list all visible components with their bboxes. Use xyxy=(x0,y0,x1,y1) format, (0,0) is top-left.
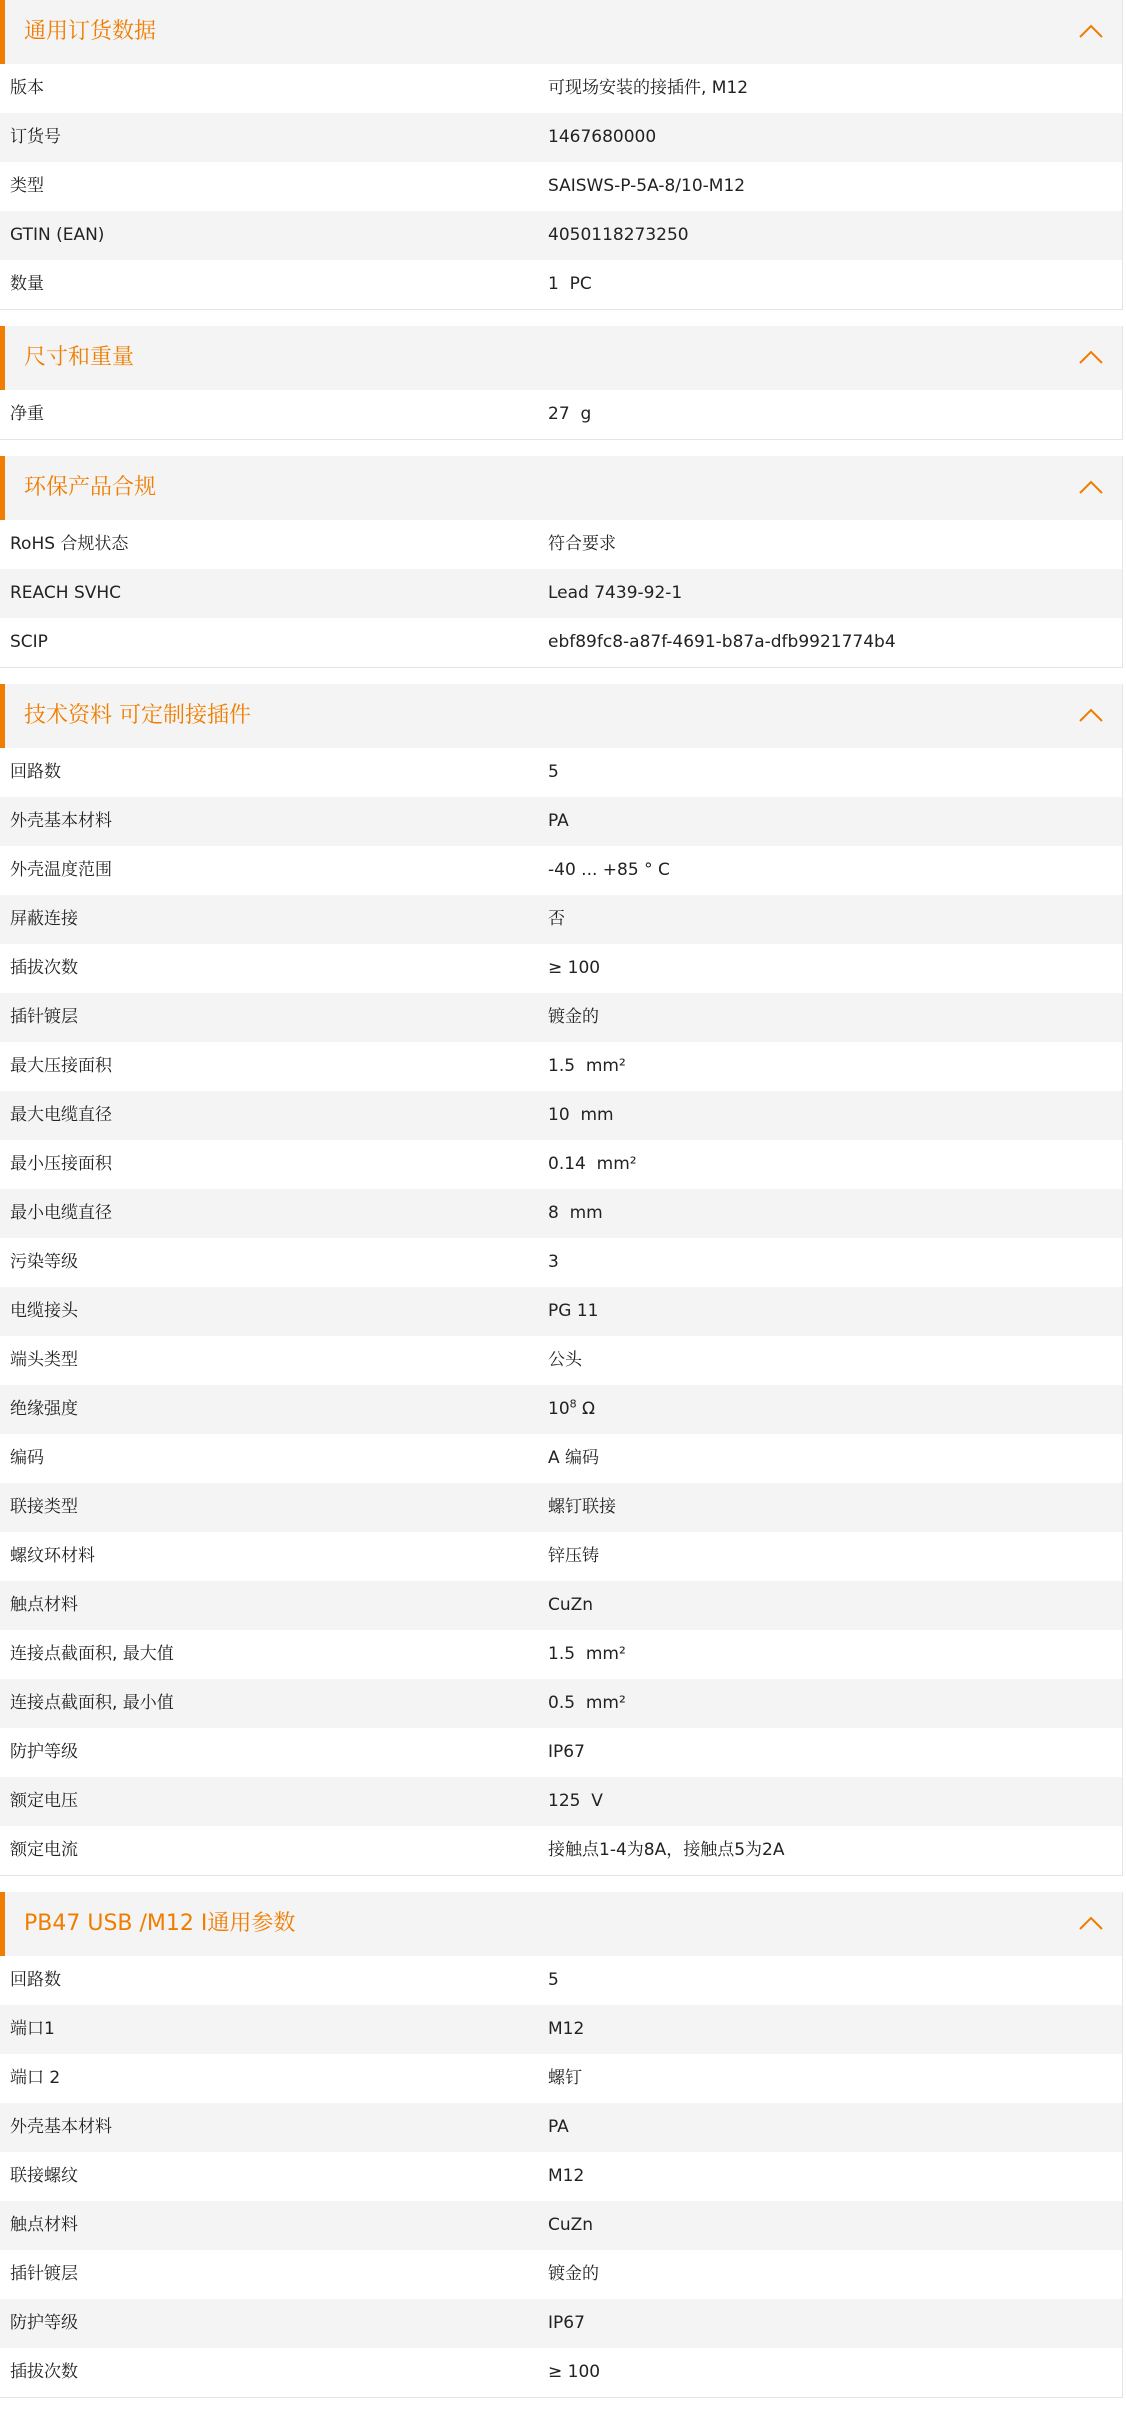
spec-value: M12 xyxy=(548,2166,585,2186)
spec-row xyxy=(0,1728,1122,1777)
spec-value: 镀金的 xyxy=(548,2264,599,2284)
spec-value: -40 ... +85 ° C xyxy=(548,860,670,880)
spec-value: Lead 7439-92-1 xyxy=(548,583,683,603)
spec-value: CuZn xyxy=(548,2215,594,2235)
spec-value: 接触点1-4为8A，接触点5为2A xyxy=(548,1840,785,1860)
spec-label: REACH SVHC xyxy=(10,583,122,603)
section-title: 通用订货数据 xyxy=(24,19,157,44)
section-gap xyxy=(0,668,1123,684)
section-header[interactable] xyxy=(0,456,1122,520)
spec-row xyxy=(0,569,1122,618)
spec-value: 5 xyxy=(548,762,559,782)
spec-row xyxy=(0,846,1122,895)
spec-label: 联接类型 xyxy=(10,1497,78,1517)
spec-label: 电缆接头 xyxy=(10,1301,78,1321)
spec-row xyxy=(0,1630,1122,1679)
spec-value: 10 mm xyxy=(548,1105,614,1125)
spec-row xyxy=(0,390,1122,439)
spec-value: 1.5 mm² xyxy=(548,1056,626,1076)
spec-value: A 编码 xyxy=(548,1448,600,1468)
section-title: 环保产品合规 xyxy=(24,475,157,500)
spec-label: 最小压接面积 xyxy=(10,1154,112,1174)
spec-value: 0.14 mm² xyxy=(548,1154,637,1174)
spec-value: ebf89fc8-a87f-4691-b87a-dfb9921774b4 xyxy=(548,632,896,652)
spec-row xyxy=(0,211,1122,260)
section-header[interactable] xyxy=(0,0,1122,64)
spec-row xyxy=(0,944,1122,993)
spec-value: 公头 xyxy=(548,1350,582,1370)
spec-label: 端头类型 xyxy=(10,1350,78,1370)
section-header[interactable] xyxy=(0,684,1122,748)
spec-row xyxy=(0,113,1122,162)
spec-label: 订货号 xyxy=(10,127,61,147)
spec-value: IP67 xyxy=(548,1742,585,1762)
spec-section xyxy=(0,0,1123,310)
spec-row xyxy=(0,1238,1122,1287)
spec-value-exponent: 8 xyxy=(569,1397,577,1411)
spec-row xyxy=(0,2299,1122,2348)
spec-row xyxy=(0,520,1122,569)
spec-row xyxy=(0,1336,1122,1385)
spec-label: 连接点截面积, 最大值 xyxy=(10,1644,174,1664)
spec-value: 否 xyxy=(548,909,565,929)
spec-row xyxy=(0,64,1122,113)
spec-label: 净重 xyxy=(10,404,44,424)
spec-value: ≥ 100 xyxy=(548,2362,601,2382)
spec-row xyxy=(0,1956,1122,2005)
spec-row xyxy=(0,2103,1122,2152)
spec-label: 端口1 xyxy=(10,2019,55,2039)
spec-row xyxy=(0,1042,1122,1091)
spec-label: 版本 xyxy=(10,78,44,98)
spec-value: 8 mm xyxy=(548,1203,603,1223)
spec-row xyxy=(0,1581,1122,1630)
spec-row xyxy=(0,1140,1122,1189)
chevron-up-icon[interactable] xyxy=(1078,706,1104,724)
spec-value: 1467680000 xyxy=(548,127,657,147)
spec-row xyxy=(0,1679,1122,1728)
spec-label: 回路数 xyxy=(10,762,61,782)
spec-label: 屏蔽连接 xyxy=(10,909,78,929)
spec-value xyxy=(548,1385,595,1434)
chevron-up-icon[interactable] xyxy=(1078,22,1104,40)
spec-label: GTIN (EAN) xyxy=(10,225,105,245)
spec-row xyxy=(0,1189,1122,1238)
spec-row xyxy=(0,2005,1122,2054)
spec-label: 额定电压 xyxy=(10,1791,78,1811)
section-title: 尺寸和重量 xyxy=(24,345,135,370)
spec-row xyxy=(0,1091,1122,1140)
spec-value: 5 xyxy=(548,1970,559,1990)
spec-row xyxy=(0,618,1122,667)
spec-row xyxy=(0,162,1122,211)
spec-value: 螺钉 xyxy=(548,2068,582,2088)
section-gap xyxy=(0,440,1123,456)
spec-row xyxy=(0,2348,1122,2397)
spec-row xyxy=(0,895,1122,944)
spec-row xyxy=(0,2250,1122,2299)
chevron-up-icon[interactable] xyxy=(1078,478,1104,496)
spec-row xyxy=(0,1434,1122,1483)
spec-value: PA xyxy=(548,2117,569,2137)
spec-value: ≥ 100 xyxy=(548,958,601,978)
spec-row xyxy=(0,1385,1122,1434)
spec-row xyxy=(0,797,1122,846)
spec-label: 最大压接面积 xyxy=(10,1056,112,1076)
spec-label: 类型 xyxy=(10,176,44,196)
spec-label: 触点材料 xyxy=(10,1595,78,1615)
spec-label: 回路数 xyxy=(10,1970,61,1990)
section-header[interactable] xyxy=(0,326,1122,390)
spec-label: SCIP xyxy=(10,632,48,652)
spec-label: 绝缘强度 xyxy=(10,1399,78,1419)
spec-value: 可现场安装的接插件, M12 xyxy=(548,78,749,98)
spec-label: RoHS 合规状态 xyxy=(10,534,129,554)
spec-row xyxy=(0,2054,1122,2103)
spec-label: 插针镀层 xyxy=(10,1007,78,1027)
section-title: PB47 USB /M12 I通用参数 xyxy=(24,1911,296,1936)
chevron-up-icon[interactable] xyxy=(1078,1914,1104,1932)
section-title: 技术资料 可定制接插件 xyxy=(24,703,251,728)
spec-row xyxy=(0,748,1122,797)
spec-label: 外壳基本材料 xyxy=(10,811,112,831)
section-gap xyxy=(0,310,1123,326)
spec-value: CuZn xyxy=(548,1595,594,1615)
spec-value: 锌压铸 xyxy=(548,1546,599,1566)
spec-label: 最小电缆直径 xyxy=(10,1203,112,1223)
spec-label: 外壳温度范围 xyxy=(10,860,112,880)
spec-label: 外壳基本材料 xyxy=(10,2117,112,2137)
spec-value: 125 V xyxy=(548,1791,603,1811)
spec-label: 螺纹环材料 xyxy=(10,1546,95,1566)
spec-value: 1.5 mm² xyxy=(548,1644,626,1664)
spec-row xyxy=(0,260,1122,309)
spec-value: 3 xyxy=(548,1252,559,1272)
chevron-up-icon[interactable] xyxy=(1078,348,1104,366)
spec-section xyxy=(0,326,1123,440)
spec-label: 编码 xyxy=(10,1448,44,1468)
spec-row xyxy=(0,1532,1122,1581)
spec-row xyxy=(0,993,1122,1042)
spec-section xyxy=(0,456,1123,668)
spec-label: 连接点截面积, 最小值 xyxy=(10,1693,174,1713)
spec-label: 端口 2 xyxy=(10,2068,61,2088)
spec-label: 最大电缆直径 xyxy=(10,1105,112,1125)
spec-value: 1 PC xyxy=(548,274,592,294)
spec-value: SAISWS-P-5A-8/10-M12 xyxy=(548,176,746,196)
spec-value: 0.5 mm² xyxy=(548,1693,626,1713)
spec-label: 防护等级 xyxy=(10,2313,78,2333)
spec-value-unit: Ω xyxy=(576,1399,596,1419)
spec-label: 联接螺纹 xyxy=(10,2166,78,2186)
spec-row xyxy=(0,2152,1122,2201)
spec-label: 数量 xyxy=(10,274,44,294)
spec-label: 防护等级 xyxy=(10,1742,78,1762)
spec-row xyxy=(0,1777,1122,1826)
spec-value: 符合要求 xyxy=(548,534,616,554)
spec-section xyxy=(0,1892,1123,2398)
spec-value: 27 g xyxy=(548,404,592,424)
spec-row xyxy=(0,2201,1122,2250)
spec-label: 污染等级 xyxy=(10,1252,78,1272)
spec-value: PA xyxy=(548,811,569,831)
spec-value: PG 11 xyxy=(548,1301,599,1321)
spec-value: M12 xyxy=(548,2019,585,2039)
spec-label: 插拔次数 xyxy=(10,2362,78,2382)
spec-label: 插拔次数 xyxy=(10,958,78,978)
spec-row xyxy=(0,1826,1122,1875)
section-header[interactable] xyxy=(0,1892,1122,1956)
spec-value: 镀金的 xyxy=(548,1007,599,1027)
spec-label: 额定电流 xyxy=(10,1840,78,1860)
spec-value: 螺钉联接 xyxy=(548,1497,616,1517)
spec-value: IP67 xyxy=(548,2313,585,2333)
spec-value: 4050118273250 xyxy=(548,225,689,245)
spec-label: 插针镀层 xyxy=(10,2264,78,2284)
spec-label: 触点材料 xyxy=(10,2215,78,2235)
spec-section xyxy=(0,684,1123,1876)
spec-row xyxy=(0,1287,1122,1336)
spec-row xyxy=(0,1483,1122,1532)
section-gap xyxy=(0,1876,1123,1892)
spec-value-base: 10 xyxy=(548,1399,570,1419)
